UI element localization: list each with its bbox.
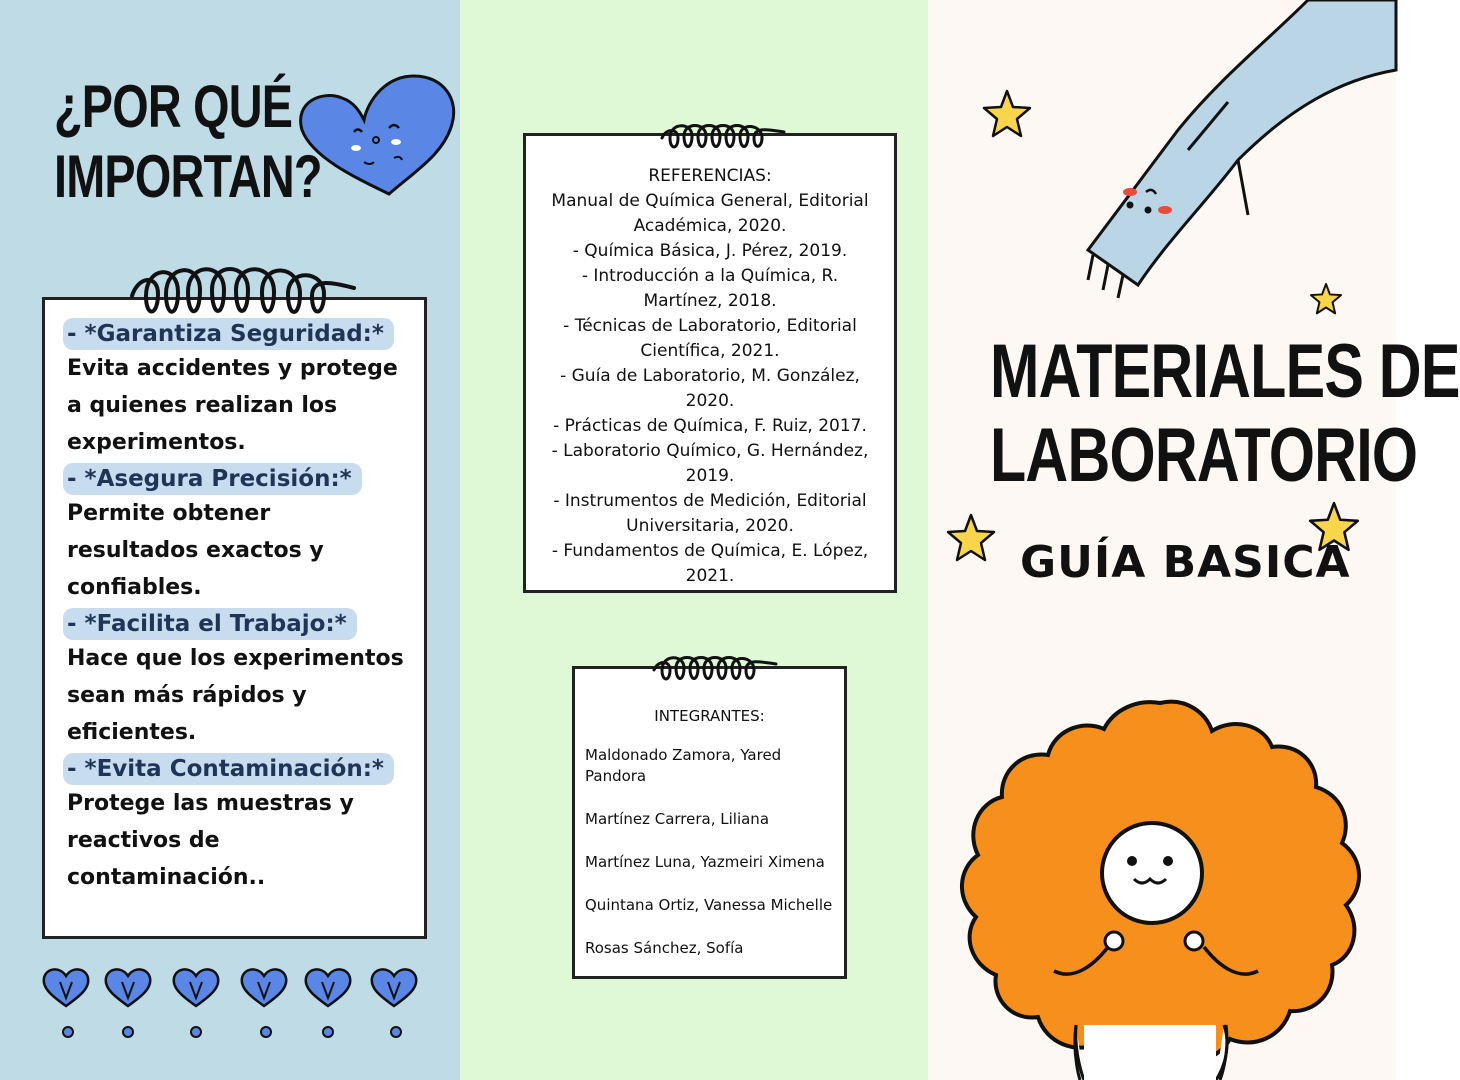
reference-line: 2019. — [685, 466, 735, 486]
item-work-desc: Hace que los experimentos sean más rápidos y eficientes. — [67, 646, 404, 745]
why-important-card — [42, 297, 427, 939]
reference-line: - Química Básica, J. Pérez, 2019. — [572, 241, 848, 261]
team-member: Maldonado Zamora, Yared Pandora — [585, 746, 782, 785]
panel-cover — [928, 0, 1460, 1080]
spiral-binding-icon — [650, 650, 780, 686]
reference-line: - Introducción a la Química, R. — [581, 266, 839, 286]
cover-title — [990, 330, 1460, 498]
item-work-title: - *Facilita el Trabajo:* — [63, 608, 357, 640]
item-precision-desc: Permite obtener resultados exactos y confiables. — [67, 501, 324, 600]
orange-flower-character-icon — [954, 695, 1366, 1080]
cover-subtitle: GUÍA BASICA — [1020, 537, 1351, 588]
team-member: Martínez Luna, Yazmeiri Ximena — [585, 853, 825, 871]
test-tube-character-icon — [1068, 0, 1396, 300]
star-icon — [944, 512, 998, 564]
panel-references — [460, 0, 928, 1080]
why-heading — [54, 72, 322, 212]
reference-line: Académica, 2020. — [633, 216, 787, 236]
spiral-binding-icon — [128, 256, 358, 326]
item-contamination — [67, 753, 404, 896]
reference-line: 2020. — [685, 391, 735, 411]
reference-line: Martínez, 2018. — [643, 291, 777, 311]
item-contamination-desc: Protege las muestras y reactivos de contaminación.. — [67, 791, 354, 890]
reference-line: Universitaria, 2020. — [626, 516, 794, 536]
panel-why-important — [0, 0, 460, 1080]
cover-title-line1: MATERIALES DE — [990, 329, 1460, 414]
reference-line: - Prácticas de Química, F. Ruiz, 2017. — [553, 416, 867, 436]
team-member: Rosas Sánchez, Sofía — [585, 939, 744, 957]
reference-line: - Técnicas de Laboratorio, Editorial — [563, 316, 857, 336]
team-card — [572, 666, 847, 979]
item-work — [67, 608, 404, 751]
reference-line: - Guía de Laboratorio, M. González, — [560, 366, 860, 386]
why-heading-line1: ¿POR QUÉ — [54, 73, 293, 140]
references-card — [523, 133, 897, 593]
team-member: Martínez Carrera, Liliana — [585, 810, 770, 828]
hearts-decoration-icon — [36, 960, 426, 1044]
heart-face-icon — [294, 72, 460, 200]
cover-title-line2: LABORATORIO — [990, 413, 1418, 498]
item-safety — [67, 318, 404, 461]
team-title: INTEGRANTES: — [654, 707, 765, 725]
item-contamination-title: - *Evita Contaminación:* — [63, 753, 394, 785]
reference-line: Científica, 2021. — [640, 341, 780, 361]
item-safety-desc: Evita accidentes y protege a quienes realizan los experimentos. — [67, 356, 398, 455]
item-safety-title: - *Garantiza Seguridad:* — [63, 318, 394, 350]
item-precision-title: - *Asegura Precisión:* — [63, 463, 362, 495]
reference-line: - Instrumentos de Medición, Editorial — [553, 491, 867, 511]
item-precision — [67, 463, 404, 606]
star-icon — [1308, 282, 1344, 316]
reference-line: - Fundamentos de Química, E. López, — [551, 541, 869, 561]
reference-line: 2021. — [685, 566, 735, 586]
reference-line: - Laboratorio Químico, G. Hernández, — [551, 441, 869, 461]
star-icon — [980, 88, 1034, 140]
spiral-binding-icon — [658, 118, 788, 154]
reference-line: Manual de Química General, Editorial — [551, 191, 869, 211]
team-member: Quintana Ortiz, Vanessa Michelle — [585, 896, 833, 914]
references-title: REFERENCIAS: — [648, 166, 772, 186]
why-heading-line2: IMPORTAN? — [54, 143, 322, 210]
